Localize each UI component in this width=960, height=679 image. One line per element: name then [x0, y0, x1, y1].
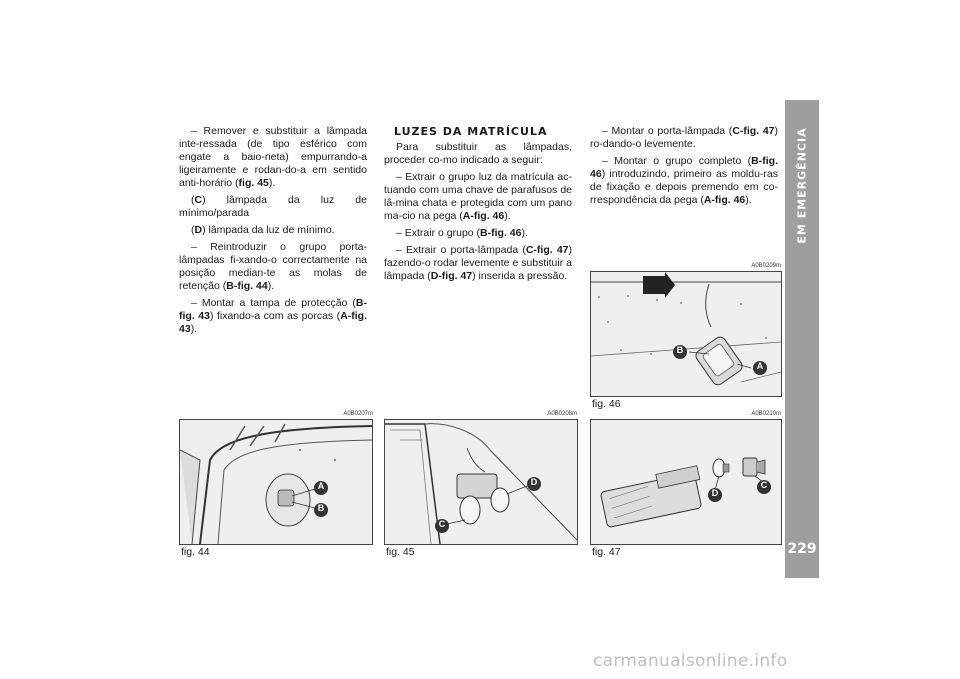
- callout-b: B: [317, 503, 325, 513]
- callout-a: A: [317, 481, 325, 491]
- figure-code: A0B0210m: [751, 411, 781, 417]
- paragraph: (D) lâmpada da luz de mínimo.: [191, 224, 335, 236]
- figure-44-illustration: [179, 419, 373, 545]
- paragraph: – Extrair o grupo (B-fig. 46).: [396, 227, 528, 239]
- paragraph: – Reintroduzir o grupo porta-lâmpadas fi-xando-o correctamente na posição median-te as molas de retenção (B-fig. 44).: [179, 241, 367, 292]
- callout-a: A: [756, 361, 764, 371]
- paragraph: – Extrair o porta-lâmpada (C-fig. 47) fazendo-o rodar levemente e substituir a lâmpada (D-fig. 47) inserida a pressão.: [384, 244, 573, 282]
- watermark: carmanualsonline.info: [593, 651, 788, 671]
- figure-code: A0B0209m: [751, 263, 781, 269]
- figure-46-illustration: [590, 271, 782, 397]
- figure-code: A0B0208m: [547, 411, 577, 417]
- callout-b: B: [676, 345, 684, 355]
- figure-code: A0B0207m: [343, 411, 373, 417]
- paragraph: (C) lâmpada da luz de mínimo/parada: [179, 194, 367, 219]
- paragraph: – Montar a tampa de protecção (B-fig. 43) fixando-a com as porcas (A-fig. 43).: [179, 297, 368, 335]
- paragraph: – Remover e substituir a lâmpada inte-ressada (de tipo esférico com engate a baio-neta) empurrando-a ligeiramente e rodan-do-a em sentido anti-horário (fig. 45).: [179, 125, 367, 189]
- section-heading: LUZES DA MATRÍCULA: [394, 125, 548, 138]
- figure-caption: fig. 44: [181, 546, 210, 558]
- figure-47-illustration: [590, 419, 782, 545]
- paragraph: – Montar o grupo completo (B-fig. 46) introduzindo, primeiro as moldu-ras de fixação e depois premendo em co-rrespondência da pega (A-fig. 46).: [590, 155, 778, 206]
- callout-c: C: [760, 480, 768, 490]
- figure-caption: fig. 47: [592, 546, 621, 558]
- callout-d: D: [530, 477, 538, 487]
- paragraph: – Montar o porta-lâmpada (C-fig. 47) ro-dando-o levemente.: [590, 125, 779, 150]
- callout-d: D: [711, 488, 719, 498]
- paragraph: – Extrair o grupo luz da matrícula ac-tuando com uma chave de parafusos de lâ-mina chata e protegida com um pano ma-cio na pega (A-fig. 46).: [384, 171, 572, 222]
- text-column-1: [179, 125, 367, 340]
- callout-c: C: [438, 519, 446, 529]
- page-number: 229: [787, 541, 817, 557]
- figure-caption: fig. 46: [592, 398, 621, 410]
- text-column-2: [384, 125, 572, 287]
- figure-caption: fig. 45: [386, 546, 415, 558]
- text-column-3: [590, 125, 778, 211]
- section-tab: [785, 100, 819, 578]
- paragraph: Para substituir as lâmpadas, proceder co-mo indicado a seguir:: [384, 141, 572, 166]
- section-label: [785, 100, 819, 270]
- section-label-text: EM EMERGÊNCIA: [795, 126, 809, 244]
- figure-45-illustration: [384, 419, 578, 545]
